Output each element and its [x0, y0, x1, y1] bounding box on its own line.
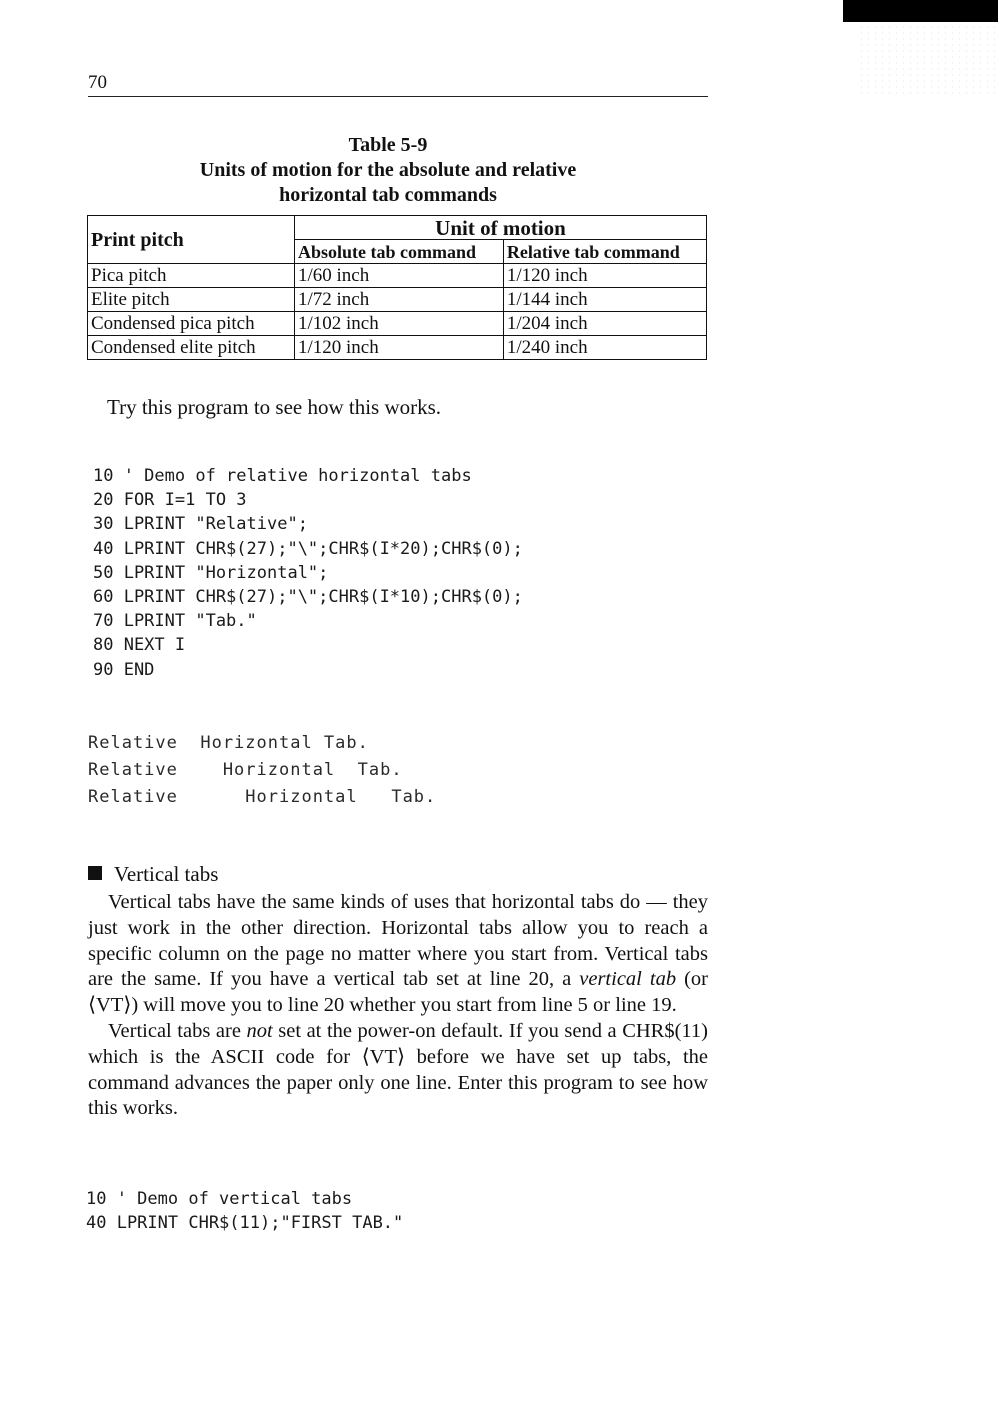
cell-absolute: 1/60 inch — [295, 264, 504, 288]
code-line: 40 LPRINT CHR$(11);"FIRST TAB." — [86, 1213, 404, 1234]
header-rule — [88, 96, 708, 97]
page-number: 70 — [88, 72, 107, 93]
square-bullet-icon — [88, 866, 102, 880]
intro-text: Try this program to see how this works. — [107, 395, 442, 419]
code-line: 50 LPRINT "Horizontal"; — [93, 562, 329, 583]
code-line: 70 LPRINT "Tab." — [93, 611, 257, 632]
program-listing-1 — [93, 464, 523, 682]
paragraph — [88, 1019, 708, 1122]
units-of-motion-table — [87, 215, 707, 360]
table-caption — [88, 133, 688, 208]
cell-absolute: 1/120 inch — [295, 336, 504, 360]
section-heading-text: Vertical tabs — [114, 862, 219, 886]
paragraph-text: Vertical tabs are — [108, 1019, 247, 1042]
body-text — [88, 890, 708, 1122]
cell-relative: 1/120 inch — [503, 264, 706, 288]
cell-pitch: Elite pitch — [88, 288, 295, 312]
header-absolute: Absolute tab command — [295, 240, 504, 264]
paragraph-text: Vertical tabs have the same kinds of uses that horizontal tabs do — they just work in the other direction. Horizontal tabs allow you to reach a specific column on the page no matter where you start from. Vertical tabs are the same. If you have a vertical tab set at line 20, a — [88, 891, 708, 991]
cell-absolute: 1/102 inch — [295, 312, 504, 336]
emphasis-text: vertical tab — [579, 968, 677, 991]
code-line: 10 ' Demo of vertical tabs — [86, 1189, 353, 1209]
cell-pitch: Pica pitch — [88, 264, 295, 288]
cell-relative: 1/240 inch — [503, 336, 706, 360]
scan-edge-bar — [843, 0, 998, 22]
table-row — [88, 336, 707, 360]
cell-relative: 1/204 inch — [503, 312, 706, 336]
code-line: 10 ' Demo of relative horizontal tabs — [93, 466, 472, 486]
code-line: 60 LPRINT CHR$(27);"\";CHR$(I*10);CHR$(0); — [93, 586, 523, 607]
caption-title: Table 5-9 — [348, 134, 428, 156]
code-line: 40 LPRINT CHR$(27);"\";CHR$(I*20);CHR$(0); — [93, 538, 523, 559]
section-heading — [88, 862, 218, 887]
table-header-row — [88, 216, 707, 240]
table-row — [88, 312, 707, 336]
program-listing-2 — [86, 1187, 403, 1235]
paragraph-text: (or ⟨VT⟩) will move you to line 20 whether you start from line 5 or line 19. — [88, 968, 708, 1017]
cell-absolute: 1/72 inch — [295, 288, 504, 312]
output-line: Relative Horizontal Tab. — [88, 733, 369, 753]
code-line: 20 FOR I=1 TO 3 — [93, 490, 247, 511]
paragraph — [88, 890, 708, 1019]
code-line: 80 NEXT I — [93, 635, 186, 656]
caption-line-3: horizontal tab commands — [279, 184, 497, 206]
header-relative: Relative tab command — [503, 240, 706, 264]
cell-pitch: Condensed elite pitch — [88, 336, 295, 360]
output-line: Relative Horizontal Tab. — [88, 760, 403, 780]
scan-noise — [858, 24, 998, 94]
code-line: 30 LPRINT "Relative"; — [93, 514, 308, 535]
table-row — [88, 288, 707, 312]
emphasis-text: not — [246, 1019, 273, 1042]
header-print-pitch: Print pitch — [88, 216, 295, 264]
code-line: 90 END — [93, 659, 155, 680]
printer-output — [88, 730, 436, 811]
paragraph-text: set at the power-on default. If you send a CHR$(11) which is the ASCII code for ⟨VT⟩ before we have set up tabs, the command advances the paper only one line. Enter this program to see how this works. — [88, 1019, 708, 1120]
header-unit-of-motion: Unit of motion — [295, 216, 707, 240]
cell-relative: 1/144 inch — [503, 288, 706, 312]
table-row — [88, 264, 707, 288]
output-line: Relative Horizontal Tab. — [88, 787, 437, 807]
cell-pitch: Condensed pica pitch — [88, 312, 295, 336]
caption-line-2: Units of motion for the absolute and relative — [199, 159, 577, 181]
